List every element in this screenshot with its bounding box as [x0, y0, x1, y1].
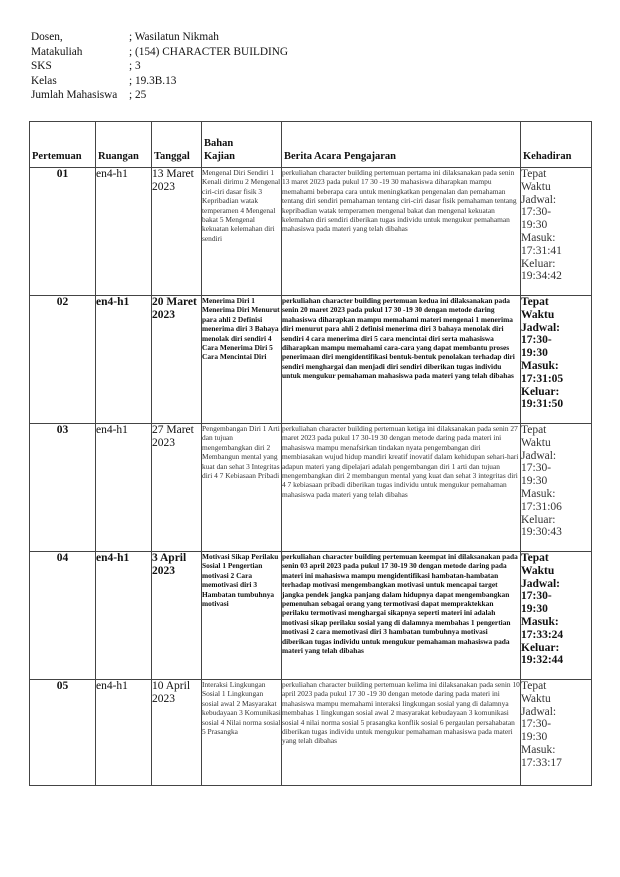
description-cell: perkuliahan character building pertemuan keempat ini dilaksanakan pada senin 03 april 2023 pada pukul 17 30-19 30 dengan metode daring pada materi ini mahasiswa mampu mengidentifikasi hambatan-hambatan terhadap motivasi mengembangkan motivasi untuk mencapai target jangka pendek jangka panjang dalam hidupnya dapat mengembangkan pemenuhan sebagai orang yang termotivasi dapat mempraktekkan perilaku termotivasi menghargai sikapnya seperti materi ini adalah motivasi sikap perilaku sosial yang di dalamnya membahas 1 pengertian motivasi 2 cara memotivasi diri 3 hambatan tumbuhnya motivasi diberikan tugas individu untuk mengukur pemahaman mahasiswa pada materi yang telah dibahas — [282, 552, 521, 680]
meeting-number: 01 — [30, 168, 96, 296]
attendance-line: Jadwal: — [521, 577, 560, 590]
header-row-matakuliah — [31, 45, 288, 60]
attendance-line: Tepat — [521, 680, 547, 692]
jumlah-value: ; 25 — [129, 89, 147, 102]
material-cell: Mengenal Diri Sendiri 1 Kenali dirimu 2 Mengenal ciri-ciri dasar fisik 3 Kepribadian watak temperamen 4 Mengenal bakat 5 Mengenal kekuatan kelemahan diri sendiri — [202, 168, 282, 296]
attendance-line: 19:30 — [521, 603, 548, 616]
table-row — [30, 168, 592, 296]
attendance-line: 19:30 — [521, 347, 548, 360]
course-header — [31, 30, 288, 103]
attendance-line: Jadwal: — [521, 193, 557, 206]
description-cell: perkuliahan character building pertemuan pertama ini dilaksanakan pada senin 13 maret 2023 pada pukul 17 30 -19 30 mahasiswa diharapkan mampu memahami beberapa cara untuk meningkatkan pengenalan dan pemahaman tentang diri sendiri pemahaman tentang ciri-ciri dasar fisik pemahaman tentang kepribadian watak temperamen mengenal bakat dan mengenal kekuatan kelemahan diri sendiri diberikan tugas individu untuk mengukur pemahaman mahasiswa pada materi yang telah dibahas — [282, 168, 521, 296]
attendance-line: Keluar: — [521, 385, 560, 398]
attendance-line: Masuk: — [521, 487, 556, 500]
meeting-number: 04 — [30, 552, 96, 680]
jumlah-label: Jumlah Mahasiswa — [31, 89, 118, 102]
date-cell: 13 Maret 2023 — [152, 168, 202, 296]
attendance-line: Waktu — [521, 692, 551, 705]
attendance-line: 17:30- — [521, 206, 552, 219]
meeting-number: 02 — [30, 296, 96, 424]
attendance-line: 19:30 — [521, 731, 548, 744]
room-cell: en4-h1 — [96, 552, 152, 680]
material-cell: Pengembangan Diri 1 Arti dan tujuan mengembangkan diri 2 Membangun mental yang kuat dan sehat 3 Integritas diri 4 7 Kebiasaan Pribadi — [202, 424, 282, 552]
attendance-line: Waktu — [521, 308, 555, 321]
attendance-line: 17:30- — [521, 718, 552, 731]
column-header-berita-acara: Berita Acara Pengajaran — [282, 122, 521, 168]
attendance-line: Masuk: — [521, 743, 556, 756]
description-cell: perkuliahan character building pertemuan kedua ini dilaksanakan pada senin 20 maret 2023 pada pukul 17 30 -19 30 dengan metode daring mahasiswa diharapkan mampu memahami materi mengenai 1 menerima diri menurut para ahli 2 definisi menerima diri 3 bahaya menolak diri sendiri 4 cara menerima diri 5 cara mencintai diri serta mahasiswa diharapkan mampu memahami cara-cara yang dapat membantu proses penerimaan diri mengidentifikasi bentuk-bentuk penolakan terhadap diri sendiri menghargai dan menjadi diri sendiri diberikan tugas individu untuk mengukur pemahaman mahasiswa pada materi yang telah dibahas — [282, 296, 521, 424]
attendance-line: Tepat — [521, 296, 549, 308]
attendance-line: 17:33:24 — [521, 628, 564, 641]
attendance-line: Jadwal: — [521, 449, 557, 462]
attendance-line: Tepat — [521, 424, 547, 436]
attendance-line: Tepat — [521, 552, 549, 564]
kelas-value: ; 19.3B.13 — [129, 74, 177, 87]
attendance-cell — [521, 296, 592, 424]
material-cell: Menerima Diri 1 Menerima Diri Menurut para ahli 2 Definisi menerima diri 3 Bahaya menolak diri sendiri 4 Cara Menerima Diri 5 Cara Mencintai Diri — [202, 296, 282, 424]
header-row-kelas — [31, 74, 288, 89]
date-cell: 3 April 2023 — [152, 552, 202, 680]
attendance-line: 17:31:06 — [521, 500, 562, 513]
dosen-value: ; Wasilatun Nikmah — [129, 31, 219, 43]
header-row-sks — [31, 59, 288, 74]
attendance-line: 17:33:17 — [521, 756, 562, 769]
sks-value: ; 3 — [129, 60, 141, 73]
attendance-line: Jadwal: — [521, 321, 560, 334]
attendance-cell — [521, 168, 592, 296]
header-row-jumlah — [31, 88, 288, 103]
attendance-line: Waktu — [521, 564, 555, 577]
attendance-line: 19:31:50 — [521, 398, 564, 411]
attendance-line: Keluar: — [521, 257, 556, 270]
room-cell: en4-h1 — [96, 424, 152, 552]
sks-label: SKS — [31, 60, 52, 73]
column-header-pertemuan: Pertemuan — [30, 122, 96, 168]
attendance-line: Keluar: — [521, 513, 556, 526]
attendance-cell — [521, 680, 592, 786]
header-row-dosen — [31, 30, 288, 45]
column-header-ruangan: Ruangan — [96, 122, 152, 168]
table-row — [30, 424, 592, 552]
dosen-label: Dosen, — [31, 31, 63, 43]
attendance-line: Waktu — [521, 180, 551, 193]
date-cell: 10 April 2023 — [152, 680, 202, 786]
attendance-line: Masuk: — [521, 615, 559, 628]
attendance-line: 17:30- — [521, 462, 552, 475]
attendance-line: Tepat — [521, 168, 547, 180]
column-header-kehadiran: Kehadiran — [521, 122, 592, 168]
room-cell: en4-h1 — [96, 168, 152, 296]
column-header-kajian: Kajian — [204, 151, 235, 162]
column-header-bahan-kajian — [202, 122, 282, 168]
description-cell: perkuliahan character building pertemuan kelima ini dilaksanakan pada senin 10 april 2023 pada pukul 17 30 -19 30 dengan metode daring pada materi ini mahasiswa mampu memahami interaksi lingkungan sosial yang di dalamnya membahas 1 lingkungan sosial awal 2 masyarakat kebudayaan 3 komunikasi sosial 4 nilai norma sosial 5 prasangka konflik sosial 6 pergaulan persahabatan diberikan tugas individu untuk mengukur pemahaman mahasiswa pada materi yang telah dibahas — [282, 680, 521, 786]
meeting-number: 05 — [30, 680, 96, 786]
attendance-line: Waktu — [521, 436, 551, 449]
material-cell: Interaksi Lingkungan Sosial 1 Lingkungan sosial awal 2 Masyarakat kebudayaan 3 Komunikasi sosial 4 Nilai norma sosial 5 Prasangka — [202, 680, 282, 786]
attendance-line: 17:30- — [521, 590, 552, 603]
attendance-line: 17:31:05 — [521, 372, 564, 385]
table-row — [30, 296, 592, 424]
kelas-label: Kelas — [31, 74, 57, 87]
column-header-bahan: Bahan — [204, 138, 234, 149]
attendance-line: 17:31:41 — [521, 244, 562, 257]
attendance-line: Masuk: — [521, 231, 556, 244]
attendance-line: 19:30 — [521, 219, 548, 232]
table-row — [30, 680, 592, 786]
matakuliah-label: Matakuliah — [31, 45, 83, 58]
attendance-line: Jadwal: — [521, 705, 557, 718]
material-cell: Motivasi Sikap Perilaku Sosial 1 Pengertian motivasi 2 Cara memotivasi diri 3 Hambatan tumbuhnya motivasi — [202, 552, 282, 680]
attendance-line: 19:30:43 — [521, 526, 562, 539]
meeting-number: 03 — [30, 424, 96, 552]
date-cell: 20 Maret 2023 — [152, 296, 202, 424]
attendance-line: Masuk: — [521, 359, 559, 372]
room-cell: en4-h1 — [96, 296, 152, 424]
attendance-line: 19:30 — [521, 475, 548, 488]
room-cell: en4-h1 — [96, 680, 152, 786]
matakuliah-value: ; (154) CHARACTER BUILDING — [129, 45, 289, 58]
attendance-line: 19:32:44 — [521, 654, 564, 667]
teaching-log-table — [29, 121, 592, 786]
description-cell: perkuliahan character building pertemuan ketiga ini dilaksanakan pada senin 27 maret 2023 pada pukul 17 30-19 30 dengan metode daring pada materi ini mahasiswa mampu menafsirkan tindakan nyata pengembangan diri membiasakan wujud hidup mandiri kreatif inovatif dalam kehidupan sehari-hari adapun materi yang dipelajari adalah pengembangan diri 1 arti dan tujuan mengembangkan diri 2 membangun mental yang kuat dan sehat 3 integritas diri 4 7 kebiasaan pribadi diberikan tugas individu untuk mengukur pemahaman mahasiswa pada materi yang telah dibahas — [282, 424, 521, 552]
attendance-line: 19:34:42 — [521, 270, 562, 283]
attendance-cell — [521, 424, 592, 552]
attendance-cell — [521, 552, 592, 680]
table-row — [30, 552, 592, 680]
column-header-tanggal: Tanggal — [152, 122, 202, 168]
attendance-line: 17:30- — [521, 334, 552, 347]
attendance-line: Keluar: — [521, 641, 560, 654]
table-header-row — [30, 122, 592, 168]
date-cell: 27 Maret 2023 — [152, 424, 202, 552]
